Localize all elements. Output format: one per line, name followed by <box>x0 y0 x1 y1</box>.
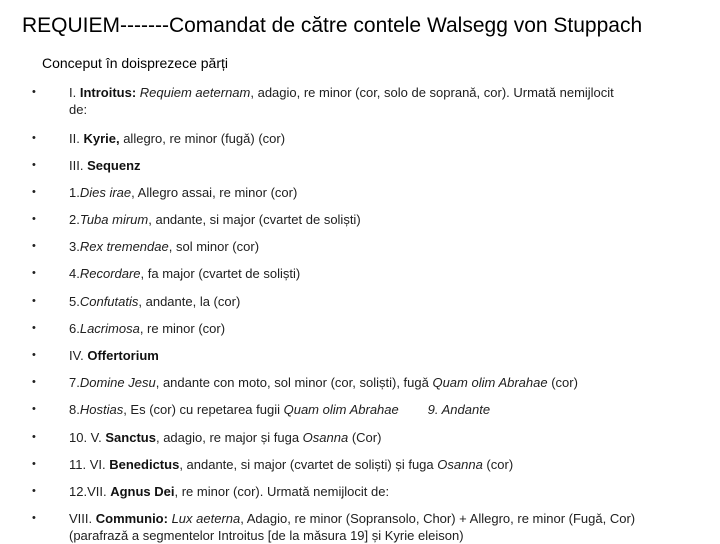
item-text: 3.Rex tremendae, sol minor (cor) <box>69 239 260 254</box>
item-text: 8.Hostias, Es (cor) cu repetarea fugii Quam olim Abrahae 9. Andante <box>69 402 491 417</box>
item-text: 1.Dies irae, Allegro assai, re minor (cor) <box>69 185 298 200</box>
slide-title: REQUIEM-------Comandat de către contele Walsegg von Stuppach <box>22 14 643 37</box>
item-text: VIII. Communio: Lux aeterna, Adagio, re minor (Sopransolo, Chor) + Allegro, re minor (Fugǎ, Cor) <box>69 511 636 526</box>
item-text: 11. VI. Benedictus, andante, si major (cvartet de soliști) și fuga Osanna (cor) <box>69 457 514 472</box>
bullet: • <box>32 240 36 252</box>
item-text: 5.Confutatis, andante, la (cor) <box>69 294 241 309</box>
bullet: • <box>32 159 36 171</box>
bullet: • <box>32 349 36 361</box>
bullet: • <box>32 485 36 497</box>
item-text: I. Introitus: Requiem aeternam, adagio, re minor (cor, solo de sopranǎ, cor). Urmatǎ nemijlocit <box>69 85 614 100</box>
item-text: 4.Recordare, fa major (cvartet de soliști) <box>69 266 301 281</box>
bullet: • <box>32 295 36 307</box>
item-text: 6.Lacrimosa, re minor (cor) <box>69 321 226 336</box>
item-text-continuation: de: <box>69 102 88 117</box>
bullet: • <box>32 431 36 443</box>
bullet: • <box>32 376 36 388</box>
item-text: 7.Domine Jesu, andante con moto, sol minor (cor, soliști), fugǎ Quam olim Abrahae (cor) <box>69 375 578 390</box>
slide-subtitle: Conceput în doisprezece părți <box>42 55 228 71</box>
bullet: • <box>32 322 36 334</box>
item-text-continuation: (parafrazǎ a segmentelor Introitus [de la mǎsura 19] și Kyrie eleison) <box>69 528 464 543</box>
bullet: • <box>32 458 36 470</box>
item-text: III. Sequenz <box>69 158 141 173</box>
bullet: • <box>32 213 36 225</box>
item-text: 12.VII. Agnus Dei, re minor (cor). Urmatǎ nemijlocit de: <box>69 484 390 499</box>
item-text: II. Kyrie, allegro, re minor (fugǎ) (cor) <box>69 131 286 146</box>
bullet: • <box>32 186 36 198</box>
item-text: 2.Tuba mirum, andante, si major (cvartet de soliști) <box>69 212 361 227</box>
bullet: • <box>32 403 36 415</box>
item-text: IV. Offertorium <box>69 348 159 363</box>
bullet: • <box>32 132 36 144</box>
bullet: • <box>32 267 36 279</box>
item-text: 10. V. Sanctus, adagio, re major și fuga Osanna (Cor) <box>69 430 382 445</box>
bullet: • <box>32 86 36 98</box>
bullet: • <box>32 512 36 524</box>
